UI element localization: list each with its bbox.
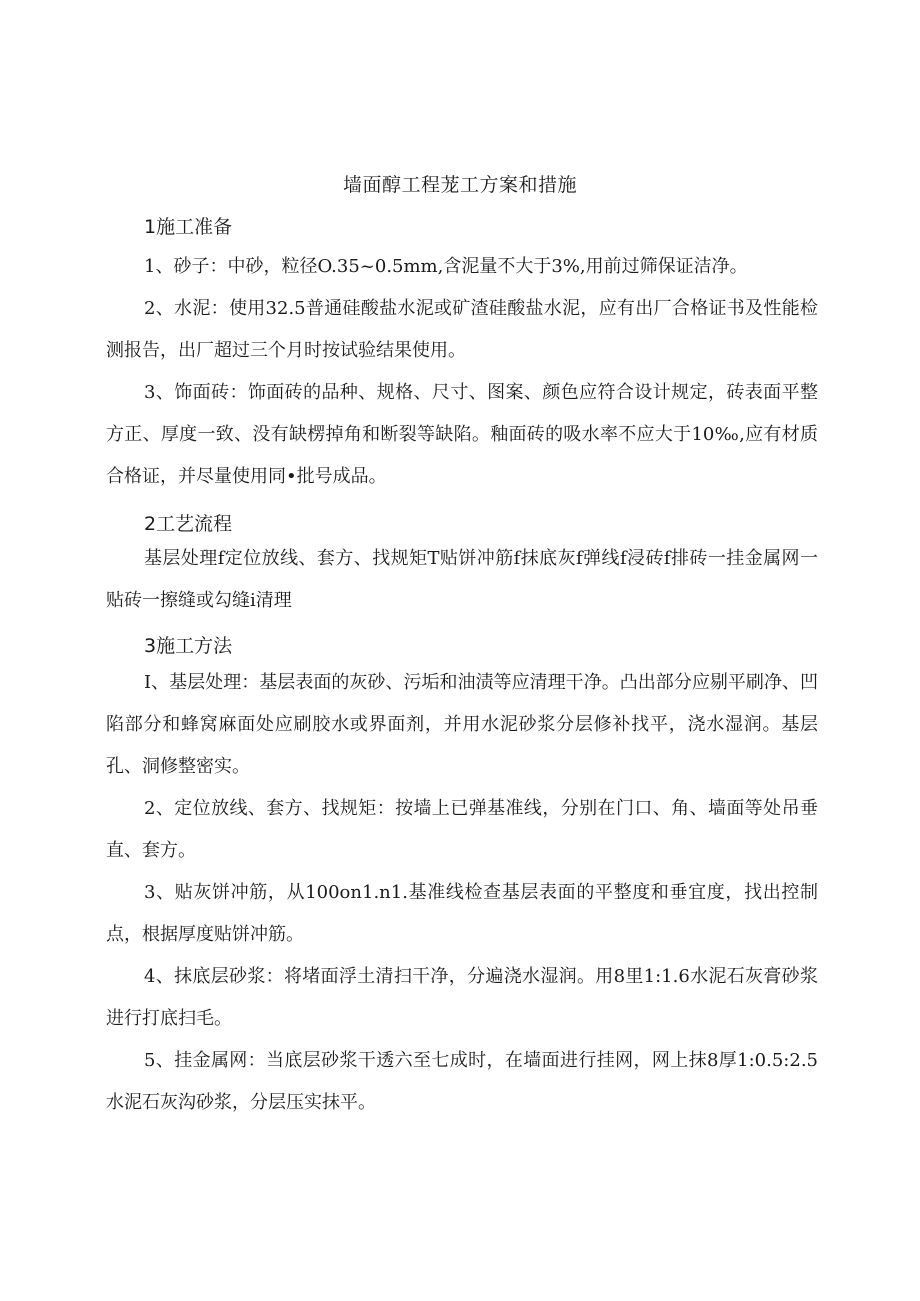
section-heading-process-flow: 2工艺流程: [144, 513, 233, 535]
paragraph-layout-lines: 2、定位放线、套方、找规矩：按墙上已弹基准线，分别在门口、角、墙面等处吊垂直、套方。: [106, 798, 818, 861]
paragraph-process-flow: 基层处理f定位放线、套方、找规矩T贴饼冲筋f抹底灰f弹线f浸砖f排砖一挂金属网一贴砖一擦缝或勾缝i清理: [106, 548, 818, 611]
paragraph-base-treatment: I、基层处理：基层表面的灰砂、污垢和油渍等应清理干净。凸出部分应剔平刷净、凹陷部分和蜂窝麻面处应刷胶水或界面剂，并用水泥砂浆分层修补找平，浇水湿润。基层孔、洞修整密实。: [106, 672, 818, 777]
paragraph-cement: 2、水泥：使用32.5普通硅酸盐水泥或矿渣硅酸盐水泥，应有出厂合格证书及性能检测报告，出厂超过三个月时按试验结果使用。: [106, 298, 818, 361]
document-title: 墙面醇工程茏工方案和措施: [342, 174, 577, 196]
section-heading-preparation: 1施工准备: [144, 216, 233, 238]
paragraph-base-mortar: 4、抹底层砂浆：将堵面浮土清扫干净，分遍浇水湿润。用8里1:1.6水泥石灰膏砂浆进行打底扫毛。: [106, 966, 818, 1029]
paragraph-sand: 1、砂子：中砂，粒径O.35~0.5mm,含泥量不大于3%,用前过筛保证洁净。: [144, 256, 748, 277]
paragraph-screed-strips: 3、贴灰饼冲筋，从100on1.n1.基准线检查基层表面的平整度和垂宜度，找出控制点，根据厚度贴饼冲筋。: [106, 882, 818, 945]
section-heading-construction-method: 3施工方法: [144, 635, 233, 657]
paragraph-tiles: 3、饰面砖：饰面砖的品种、规格、尺寸、图案、颜色应符合设计规定，砖表面平整方正、厚度一致、没有缺楞掉角和断裂等缺陷。釉面砖的吸水率不应大于10‰,应有材质合格证，并尽量使用同•批号成品。: [106, 382, 818, 487]
paragraph-metal-mesh: 5、挂金属网：当底层砂浆干透六至七成时，在墙面进行挂网，网上抹8厚1:0.5:2.5水泥石灰沟砂浆，分层压实抹平。: [106, 1050, 818, 1113]
